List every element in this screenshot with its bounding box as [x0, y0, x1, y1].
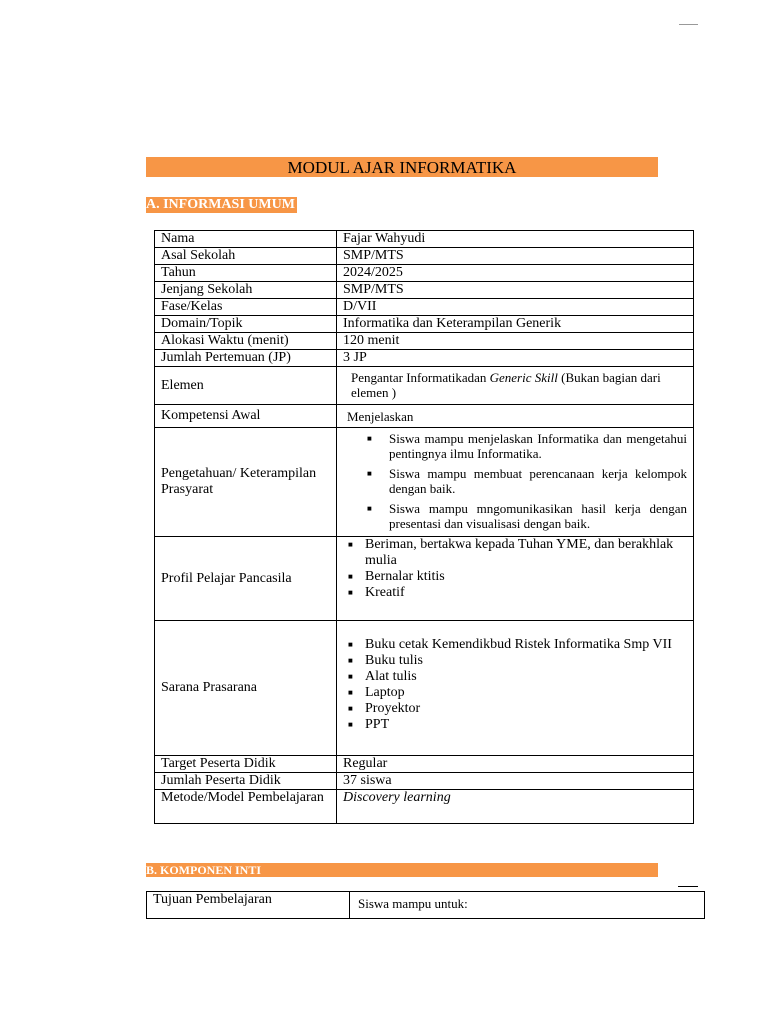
list-item: ■ Siswa mampu mngomunikasikan hasil kerja dengan presentasi dan visualisasi dengan baik. — [343, 501, 687, 531]
table-row — [155, 350, 694, 367]
row-value: SMP/MTS — [337, 282, 694, 299]
row-label: Tahun — [155, 265, 337, 282]
table-row-target — [155, 756, 694, 773]
table-row-jumlah — [155, 773, 694, 790]
row-value: Fajar Wahyudi — [337, 231, 694, 248]
list-item: ■ Buku tulis — [343, 653, 687, 669]
table-row-profil — [155, 537, 694, 621]
elemen-italic: Generic Skill — [489, 370, 558, 385]
row-label: Jumlah Pertemuan (JP) — [155, 350, 337, 367]
table-row-elemen — [155, 367, 694, 405]
list-item: ■ Laptop — [343, 685, 687, 701]
table-row — [155, 231, 694, 248]
list-item: ■ Proyektor — [343, 701, 687, 717]
table-row — [155, 265, 694, 282]
row-label: Pengetahuan/ Keterampilan Prasyarat — [155, 428, 337, 537]
row-value: SMP/MTS — [337, 248, 694, 265]
section-a-heading: A. INFORMASI UMUM — [146, 197, 295, 212]
table-row — [155, 299, 694, 316]
table-row-prasyarat — [155, 428, 694, 537]
row-label: Kompetensi Awal — [155, 405, 337, 428]
row-value — [337, 621, 694, 756]
sarana-list — [343, 637, 687, 733]
info-table — [154, 230, 694, 824]
row-label: Nama — [155, 231, 337, 248]
row-value: 120 menit — [337, 333, 694, 350]
list-item: ■ Beriman, bertakwa kepada Tuhan YME, dan berakhlak mulia — [343, 537, 687, 569]
row-value — [337, 367, 694, 405]
table-row — [155, 333, 694, 350]
elemen-prefix: Pengantar Informatikadan — [351, 370, 490, 385]
header-rule — [679, 24, 698, 25]
row-value: Menjelaskan — [337, 405, 694, 428]
row-label: Asal Sekolah — [155, 248, 337, 265]
row-value: Informatika dan Keterampilan Generik — [337, 316, 694, 333]
metode-value: Discovery learning — [343, 790, 451, 805]
row-value — [337, 428, 694, 537]
row-value: Siswa mampu untuk: — [350, 892, 705, 919]
section-b-heading: B. KOMPONEN INTI — [146, 863, 658, 877]
tujuan-table — [146, 891, 705, 919]
list-item: ■ Alat tulis — [343, 669, 687, 685]
row-label: Alokasi Waktu (menit) — [155, 333, 337, 350]
document-title: MODUL AJAR INFORMATIKA — [146, 157, 658, 177]
table-row-sarana — [155, 621, 694, 756]
section-b-rule — [678, 886, 698, 887]
row-label: Jenjang Sekolah — [155, 282, 337, 299]
list-item: ■ Siswa mampu menjelaskan Informatika dan mengetahui pentingnya ilmu Informatika. — [343, 431, 687, 461]
row-label: Tujuan Pembelajaran — [147, 892, 350, 919]
list-item: ■ Kreatif — [343, 585, 687, 601]
row-label: Jumlah Peserta Didik — [155, 773, 337, 790]
row-value: 3 JP — [337, 350, 694, 367]
row-label: Fase/Kelas — [155, 299, 337, 316]
profil-list — [343, 537, 687, 601]
row-value: Regular — [337, 756, 694, 773]
row-label: Profil Pelajar Pancasila — [155, 537, 337, 621]
list-item: ■ Siswa mampu membuat perencanaan kerja kelompok dengan baik. — [343, 466, 687, 496]
row-label: Domain/Topik — [155, 316, 337, 333]
row-value — [337, 537, 694, 621]
list-item: ■ PPT — [343, 717, 687, 733]
row-label: Metode/Model Pembelajaran — [155, 790, 337, 824]
table-row — [155, 282, 694, 299]
table-row-kompetensi — [155, 405, 694, 428]
table-row — [155, 248, 694, 265]
row-label: Sarana Prasarana — [155, 621, 337, 756]
table-row-tujuan — [147, 892, 705, 919]
list-item: ■ Bernalar ktitis — [343, 569, 687, 585]
row-label: Target Peserta Didik — [155, 756, 337, 773]
row-value: 2024/2025 — [337, 265, 694, 282]
elemen-suffix: (Bukan bagian dari elemen ) — [351, 370, 661, 400]
row-value: D/VII — [337, 299, 694, 316]
row-value: 37 siswa — [337, 773, 694, 790]
table-row-metode — [155, 790, 694, 824]
row-value — [337, 790, 694, 824]
row-label: Elemen — [155, 367, 337, 405]
list-item: ■ Buku cetak Kemendikbud Ristek Informatika Smp VII — [343, 637, 687, 653]
prasyarat-list — [343, 431, 687, 531]
table-row — [155, 316, 694, 333]
